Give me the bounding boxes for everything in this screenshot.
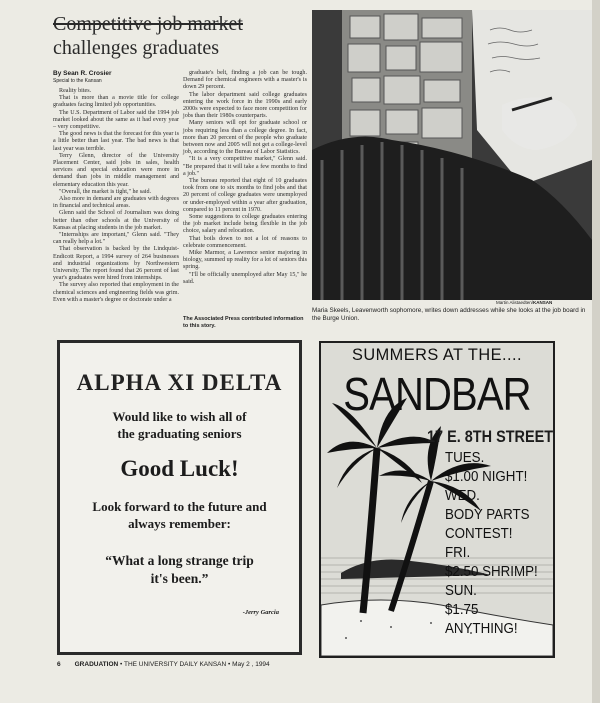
- byline: By Sean R. Crosier: [53, 70, 112, 77]
- article-column-1: [53, 88, 179, 304]
- article-paragraph: Many seniors will opt for graduate school or jobs requiring less than a college degree. In fact, more than 20 percent of the people who graduate between now and 2005 will not get a college-level job, according to the Bureau of Labor Statistics.: [183, 120, 307, 156]
- article-paragraph: The labor department said college graduates entering the work force in the 1990s and early 2000s were expected to face more competition for jobs than their 1980s counterparts.: [183, 91, 307, 120]
- byline-affiliation: Special to the Kansan: [53, 78, 102, 84]
- ad-wish-line-1: Would like to wish all of: [112, 409, 247, 424]
- schedule-line: CONTEST!: [445, 526, 513, 542]
- ad-wish: [60, 408, 299, 442]
- ad-quote-attribution: -Jerry Garcia: [242, 609, 279, 616]
- article-paragraph: The survey also reported that employment in the chemical sciences and engineering fields was grim. Even with a master's degree or doctorate under a: [53, 282, 179, 303]
- article-paragraph: Terry Glenn, director of the University Placement Center, said jobs in sales, health services and special education were more in demand than jobs in middle management and elementary education this year.: [53, 152, 179, 188]
- article-paragraph: Mike Marmor, a Lawrence senior majoring in biology, summed up reality for a lot of seniors this spring.: [183, 250, 307, 271]
- article-paragraph: Some suggestions to college graduates entering the job market include being flexible in the job choice, salary and relocation.: [183, 214, 307, 235]
- ad-look-line-2: always remember:: [128, 516, 231, 531]
- ad-quote-line-1: “What a long strange trip: [105, 553, 254, 568]
- schedule-line: WED.: [445, 488, 480, 504]
- photo-illustration: [312, 10, 592, 300]
- photo-credit-org: KANSAN: [533, 300, 553, 305]
- job-board-photo: [312, 10, 592, 300]
- article-paragraph: That boils down to not a lot of reasons to celebrate commencement.: [183, 235, 307, 249]
- ad-look-forward: [60, 498, 299, 532]
- wire-credit-note: The Associated Press contributed information to this story.: [183, 316, 304, 329]
- photo-caption: Maria Skeels, Leavenworth sophomore, writes down addresses while she looks at the job board in the Burge Union.: [312, 307, 586, 322]
- schedule-line: ANYTHING!: [445, 621, 518, 637]
- ad-look-line-1: Look forward to the future and: [92, 499, 267, 514]
- article-paragraph: The bureau reported that eight of 10 graduates took from one to six months to find jobs and that 20 percent of college graduates were unemployed or under-employed within a year after graduation, compared to 11 percent in 1970.: [183, 178, 307, 213]
- article-paragraph: graduate's belt, finding a job can be tough. Demand for chemical engineers with a master's is down 29 percent.: [183, 70, 307, 91]
- page-title: [53, 12, 308, 60]
- ad-address: 17 E. 8TH STREET: [427, 427, 554, 446]
- article-paragraph: "It is a very competitive market," Glenn said. "Be prepared that it will take a few months to find a job.": [183, 156, 307, 177]
- ad-tagline: SUMMERS AT THE....: [351, 345, 523, 364]
- schedule-line: TUES.: [445, 450, 485, 466]
- page-number: 6: [57, 661, 61, 668]
- alpha-xi-delta-ad: [57, 340, 302, 655]
- ad-schedule: [445, 449, 546, 639]
- headline-line-2: challenges graduates: [53, 37, 220, 59]
- ad-venue-name: SANDBAR: [343, 368, 531, 420]
- article-paragraph: "I'll be officially unemployed after May 15," he said.: [183, 271, 307, 285]
- article-paragraph: That is more than a movie title for college graduates facing limited job opportunities.: [53, 95, 179, 109]
- ad-good-luck: Good Luck!: [120, 456, 239, 481]
- article-paragraph: Glenn said the School of Journalism was doing better than other schools at the University of Kansas at placing students in the job market.: [53, 210, 179, 231]
- article-paragraph: "Internships are important," Glenn said. "They can really help a lot.": [53, 232, 179, 246]
- photo-credit-name: Martin Alistaedten/: [496, 300, 534, 305]
- article-paragraph: The U.S. Department of Labor said the 1994 job market looked about the same as it had every year – very competitive.: [53, 109, 179, 131]
- ad-quote: [60, 552, 299, 588]
- headline-line-1: Competitive job market: [53, 13, 243, 35]
- schedule-line: SUN.: [445, 583, 477, 599]
- schedule-line: BODY PARTS: [445, 507, 530, 523]
- article-paragraph: Reality bites.: [59, 88, 92, 94]
- sandbar-ad: [319, 341, 555, 658]
- page-edge: [592, 0, 600, 703]
- article-column-2: [183, 70, 307, 286]
- schedule-line: $2.50 SHRIMP!: [445, 564, 538, 580]
- schedule-line: $1.75: [445, 602, 479, 618]
- article-paragraph: The good news is that the forecast for this year is a little better than last year. The bad news is that last year was terrible.: [53, 131, 179, 152]
- page-footer: [57, 661, 270, 668]
- section-name: GRADUATION: [74, 661, 119, 668]
- ad-organization: ALPHA XI DELTA: [76, 370, 283, 395]
- schedule-line: FRI.: [445, 545, 471, 561]
- schedule-line: $1.00 NIGHT!: [445, 469, 528, 485]
- article-paragraph: "Overall, the market is tight," he said.: [59, 188, 152, 195]
- article-paragraph: Also more in demand are graduates with degrees in financial and technical areas.: [53, 196, 179, 210]
- footer-publication: • THE UNIVERSITY DAILY KANSAN • May 2 , 1994: [118, 661, 270, 668]
- ad-wish-line-2: the graduating seniors: [117, 426, 242, 441]
- article-paragraph: That observation is backed by the Lindquist-Endicott Report, a 1994 survey of 264 businesses and industrial organizations by Northwestern University. The report found that 26 percent of last year's graduates were hired from internships.: [53, 246, 179, 282]
- ad-quote-line-2: it's been.”: [150, 571, 209, 586]
- photo-credit: [496, 300, 552, 305]
